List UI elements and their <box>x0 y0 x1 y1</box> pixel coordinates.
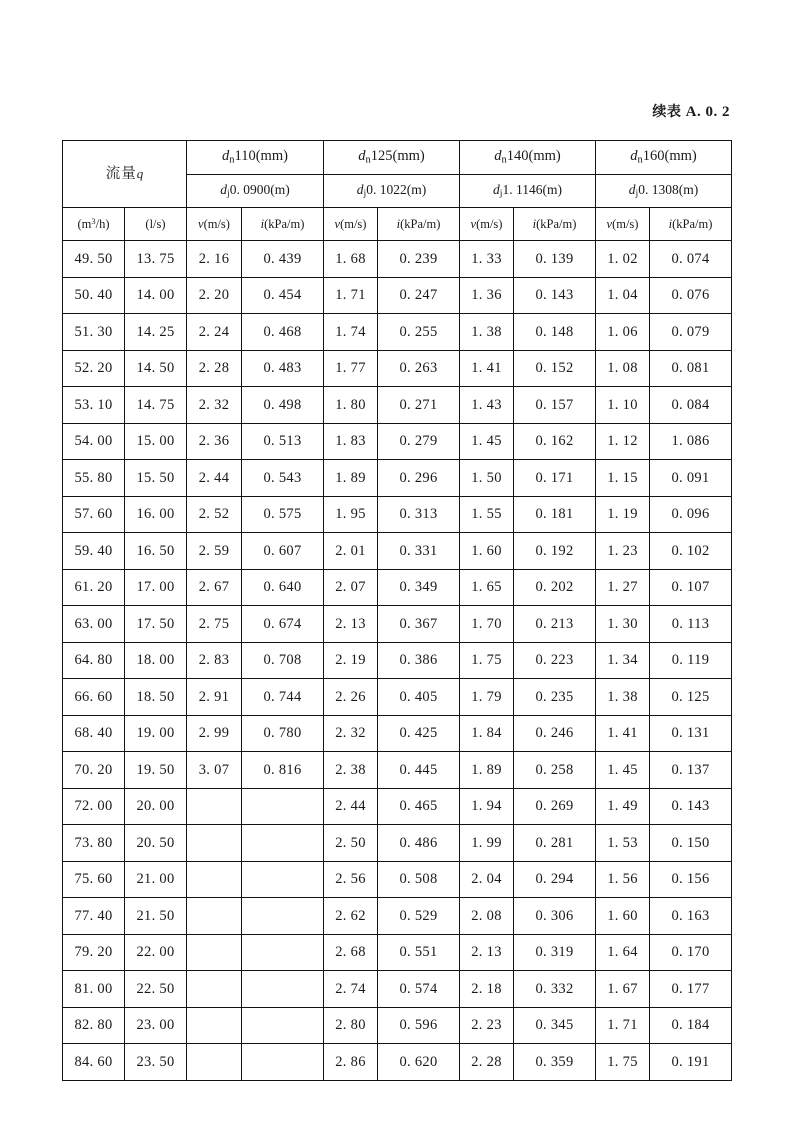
cell-v160: 1. 71 <box>596 1007 650 1044</box>
cell-i160: 0. 156 <box>650 861 732 898</box>
cell-v140: 1. 43 <box>460 387 514 424</box>
cell-i140: 0. 246 <box>514 715 596 752</box>
cell-i110: 0. 498 <box>242 387 324 424</box>
cell-i160: 0. 102 <box>650 533 732 570</box>
cell-v140: 1. 55 <box>460 496 514 533</box>
cell-i125: 0. 247 <box>378 277 460 314</box>
column-header-q-ls: (l/s) <box>125 208 187 241</box>
table-head <box>63 141 732 241</box>
table-row <box>63 606 732 643</box>
table-row <box>63 277 732 314</box>
cell-v110: 2. 36 <box>187 423 242 460</box>
cell-i140: 0. 223 <box>514 642 596 679</box>
cell-i125: 0. 551 <box>378 934 460 971</box>
cell-v125: 2. 50 <box>324 825 378 862</box>
cell-q_m3h: 82. 80 <box>63 1007 125 1044</box>
cell-v160: 1. 06 <box>596 314 650 351</box>
cell-v125: 2. 26 <box>324 679 378 716</box>
table-row <box>63 314 732 351</box>
cell-i125: 0. 445 <box>378 752 460 789</box>
table-row <box>63 825 732 862</box>
cell-v140: 1. 60 <box>460 533 514 570</box>
cell-q_ls: 14. 50 <box>125 350 187 387</box>
header-row-units <box>63 208 732 241</box>
cell-v125: 2. 62 <box>324 898 378 935</box>
cell-q_m3h: 75. 60 <box>63 861 125 898</box>
cell-q_ls: 16. 50 <box>125 533 187 570</box>
cell-v140: 1. 75 <box>460 642 514 679</box>
cell-i160: 0. 113 <box>650 606 732 643</box>
cell-v140: 1. 94 <box>460 788 514 825</box>
cell-i110 <box>242 1007 324 1044</box>
cell-i140: 0. 192 <box>514 533 596 570</box>
group-header-dn160: $d_n160(mm)$ <box>596 141 732 175</box>
cell-v110 <box>187 1007 242 1044</box>
cell-i160: 0. 107 <box>650 569 732 606</box>
cell-q_ls: 15. 50 <box>125 460 187 497</box>
cell-q_m3h: 72. 00 <box>63 788 125 825</box>
cell-q_ls: 22. 50 <box>125 971 187 1008</box>
cell-i110: 0. 640 <box>242 569 324 606</box>
cell-i125: 0. 465 <box>378 788 460 825</box>
cell-i160: 0. 163 <box>650 898 732 935</box>
cell-i140: 0. 139 <box>514 241 596 278</box>
cell-i140: 0. 269 <box>514 788 596 825</box>
cell-i110: 0. 439 <box>242 241 324 278</box>
column-header-i110: i(kPa/m) <box>242 208 324 241</box>
cell-v110 <box>187 1044 242 1081</box>
cell-q_m3h: 53. 10 <box>63 387 125 424</box>
cell-v160: 1. 02 <box>596 241 650 278</box>
cell-v110: 2. 20 <box>187 277 242 314</box>
cell-v125: 2. 07 <box>324 569 378 606</box>
cell-v140: 1. 89 <box>460 752 514 789</box>
cell-q_ls: 23. 50 <box>125 1044 187 1081</box>
cell-i140: 0. 143 <box>514 277 596 314</box>
cell-i125: 0. 596 <box>378 1007 460 1044</box>
cell-v110: 2. 83 <box>187 642 242 679</box>
cell-q_m3h: 49. 50 <box>63 241 125 278</box>
cell-q_ls: 20. 00 <box>125 788 187 825</box>
cell-v140: 2. 13 <box>460 934 514 971</box>
cell-v110: 2. 44 <box>187 460 242 497</box>
table-row <box>63 971 732 1008</box>
cell-i160: 0. 084 <box>650 387 732 424</box>
cell-i140: 0. 171 <box>514 460 596 497</box>
cell-v110: 2. 16 <box>187 241 242 278</box>
flow-rate-label: 流量q <box>63 141 187 208</box>
column-header-i160: i(kPa/m) <box>650 208 732 241</box>
cell-v110: 2. 75 <box>187 606 242 643</box>
cell-i125: 0. 425 <box>378 715 460 752</box>
cell-i125: 0. 331 <box>378 533 460 570</box>
cell-i140: 0. 162 <box>514 423 596 460</box>
cell-i125: 0. 620 <box>378 1044 460 1081</box>
cell-q_m3h: 64. 80 <box>63 642 125 679</box>
cell-v110: 2. 91 <box>187 679 242 716</box>
group-header-dj140: $d_j1$. 1146(m) <box>460 175 596 208</box>
table-row <box>63 898 732 935</box>
table-row <box>63 1007 732 1044</box>
cell-v125: 1. 74 <box>324 314 378 351</box>
cell-v125: 2. 19 <box>324 642 378 679</box>
header-row-dn <box>63 141 732 175</box>
cell-v125: 2. 56 <box>324 861 378 898</box>
cell-v160: 1. 19 <box>596 496 650 533</box>
cell-i160: 0. 091 <box>650 460 732 497</box>
cell-i125: 0. 279 <box>378 423 460 460</box>
cell-v110: 2. 59 <box>187 533 242 570</box>
table-row <box>63 861 732 898</box>
table-row <box>63 1044 732 1081</box>
cell-i160: 0. 076 <box>650 277 732 314</box>
cell-i140: 0. 213 <box>514 606 596 643</box>
cell-q_m3h: 84. 60 <box>63 1044 125 1081</box>
running-head <box>652 101 730 121</box>
cell-i140: 0. 235 <box>514 679 596 716</box>
cell-v140: 1. 99 <box>460 825 514 862</box>
cell-q_m3h: 73. 80 <box>63 825 125 862</box>
cell-v160: 1. 27 <box>596 569 650 606</box>
cell-i110: 0. 513 <box>242 423 324 460</box>
cell-q_m3h: 61. 20 <box>63 569 125 606</box>
cell-v140: 1. 45 <box>460 423 514 460</box>
table-row <box>63 788 732 825</box>
table-row <box>63 569 732 606</box>
cell-v160: 1. 23 <box>596 533 650 570</box>
cell-i125: 0. 574 <box>378 971 460 1008</box>
cell-i140: 0. 181 <box>514 496 596 533</box>
cell-i110: 0. 816 <box>242 752 324 789</box>
table-row <box>63 460 732 497</box>
cell-q_ls: 14. 25 <box>125 314 187 351</box>
table-row <box>63 496 732 533</box>
cell-i125: 0. 486 <box>378 825 460 862</box>
cell-v110 <box>187 898 242 935</box>
cell-i140: 0. 306 <box>514 898 596 935</box>
cell-v110: 2. 28 <box>187 350 242 387</box>
cell-q_ls: 15. 00 <box>125 423 187 460</box>
cell-i140: 0. 258 <box>514 752 596 789</box>
table-row <box>63 241 732 278</box>
cell-v125: 2. 86 <box>324 1044 378 1081</box>
cell-q_m3h: 57. 60 <box>63 496 125 533</box>
cell-i125: 0. 313 <box>378 496 460 533</box>
cell-v140: 1. 38 <box>460 314 514 351</box>
cell-i125: 0. 263 <box>378 350 460 387</box>
cell-v140: 2. 08 <box>460 898 514 935</box>
cell-v140: 2. 28 <box>460 1044 514 1081</box>
group-header-dn140: $d_n140(mm)$ <box>460 141 596 175</box>
cell-v125: 1. 71 <box>324 277 378 314</box>
cell-v110 <box>187 788 242 825</box>
cell-q_m3h: 66. 60 <box>63 679 125 716</box>
table-row <box>63 679 732 716</box>
cell-i125: 0. 405 <box>378 679 460 716</box>
group-header-dn110: $d_n110(mm)$ <box>187 141 324 175</box>
cell-i160: 0. 081 <box>650 350 732 387</box>
cell-i140: 0. 202 <box>514 569 596 606</box>
cell-v110 <box>187 934 242 971</box>
cell-v125: 2. 68 <box>324 934 378 971</box>
cell-i110: 0. 780 <box>242 715 324 752</box>
cell-i110: 0. 543 <box>242 460 324 497</box>
cell-v160: 1. 56 <box>596 861 650 898</box>
cell-i140: 0. 319 <box>514 934 596 971</box>
cell-v110: 2. 52 <box>187 496 242 533</box>
table-row <box>63 350 732 387</box>
cell-i160: 0. 074 <box>650 241 732 278</box>
cell-i140: 0. 281 <box>514 825 596 862</box>
cell-q_m3h: 50. 40 <box>63 277 125 314</box>
cell-i110 <box>242 898 324 935</box>
cell-q_m3h: 54. 00 <box>63 423 125 460</box>
cell-i125: 0. 529 <box>378 898 460 935</box>
cell-v160: 1. 60 <box>596 898 650 935</box>
cell-i110: 0. 607 <box>242 533 324 570</box>
cell-q_ls: 21. 50 <box>125 898 187 935</box>
cell-i140: 0. 152 <box>514 350 596 387</box>
cell-i125: 0. 271 <box>378 387 460 424</box>
cell-v140: 2. 18 <box>460 971 514 1008</box>
cell-i110 <box>242 825 324 862</box>
cell-v160: 1. 41 <box>596 715 650 752</box>
cell-q_m3h: 81. 00 <box>63 971 125 1008</box>
cell-q_ls: 18. 50 <box>125 679 187 716</box>
cell-q_m3h: 70. 20 <box>63 752 125 789</box>
cell-q_ls: 13. 75 <box>125 241 187 278</box>
cell-q_ls: 17. 50 <box>125 606 187 643</box>
cell-i110: 0. 483 <box>242 350 324 387</box>
table-row <box>63 533 732 570</box>
cell-v160: 1. 08 <box>596 350 650 387</box>
cell-v160: 1. 10 <box>596 387 650 424</box>
cell-i125: 0. 367 <box>378 606 460 643</box>
cell-q_m3h: 51. 30 <box>63 314 125 351</box>
cell-v110: 2. 32 <box>187 387 242 424</box>
cell-v125: 2. 38 <box>324 752 378 789</box>
cell-i160: 0. 150 <box>650 825 732 862</box>
cell-i160: 1. 086 <box>650 423 732 460</box>
cell-i110 <box>242 971 324 1008</box>
cell-q_ls: 23. 00 <box>125 1007 187 1044</box>
cell-i125: 0. 296 <box>378 460 460 497</box>
cell-q_ls: 17. 00 <box>125 569 187 606</box>
group-header-dj160: $d_j0$. 1308(m) <box>596 175 732 208</box>
cell-v140: 1. 36 <box>460 277 514 314</box>
cell-v125: 2. 74 <box>324 971 378 1008</box>
cell-i160: 0. 096 <box>650 496 732 533</box>
table-row <box>63 934 732 971</box>
cell-v160: 1. 64 <box>596 934 650 971</box>
cell-q_ls: 20. 50 <box>125 825 187 862</box>
cell-q_ls: 14. 75 <box>125 387 187 424</box>
cell-v125: 1. 77 <box>324 350 378 387</box>
cell-q_m3h: 79. 20 <box>63 934 125 971</box>
cell-v125: 1. 68 <box>324 241 378 278</box>
cell-i160: 0. 191 <box>650 1044 732 1081</box>
cell-i110: 0. 454 <box>242 277 324 314</box>
cell-v125: 1. 95 <box>324 496 378 533</box>
cell-i110: 0. 468 <box>242 314 324 351</box>
cell-i140: 0. 332 <box>514 971 596 1008</box>
cell-v110: 2. 67 <box>187 569 242 606</box>
cell-q_m3h: 55. 80 <box>63 460 125 497</box>
cell-i125: 0. 386 <box>378 642 460 679</box>
cell-i110 <box>242 934 324 971</box>
cell-q_m3h: 68. 40 <box>63 715 125 752</box>
table-row <box>63 423 732 460</box>
cell-i125: 0. 255 <box>378 314 460 351</box>
cell-v160: 1. 30 <box>596 606 650 643</box>
cell-v125: 2. 32 <box>324 715 378 752</box>
cell-v140: 1. 70 <box>460 606 514 643</box>
cell-i160: 0. 137 <box>650 752 732 789</box>
column-header-v125: v(m/s) <box>324 208 378 241</box>
cell-v160: 1. 38 <box>596 679 650 716</box>
group-header-dj125: $d_j0$. 1022(m) <box>324 175 460 208</box>
cell-v160: 1. 04 <box>596 277 650 314</box>
table-row <box>63 387 732 424</box>
cell-v125: 2. 44 <box>324 788 378 825</box>
cell-i160: 0. 131 <box>650 715 732 752</box>
cell-i140: 0. 359 <box>514 1044 596 1081</box>
cell-v140: 2. 04 <box>460 861 514 898</box>
cell-q_ls: 22. 00 <box>125 934 187 971</box>
cell-i160: 0. 143 <box>650 788 732 825</box>
cell-v160: 1. 34 <box>596 642 650 679</box>
cell-q_m3h: 52. 20 <box>63 350 125 387</box>
cell-v110 <box>187 825 242 862</box>
cell-v160: 1. 12 <box>596 423 650 460</box>
cell-v110 <box>187 971 242 1008</box>
table-row <box>63 715 732 752</box>
column-header-v140: v(m/s) <box>460 208 514 241</box>
cell-v160: 1. 15 <box>596 460 650 497</box>
cell-v110 <box>187 861 242 898</box>
cell-v160: 1. 45 <box>596 752 650 789</box>
cell-v125: 2. 01 <box>324 533 378 570</box>
flow-rate-symbol: q <box>136 165 144 181</box>
cell-i110: 0. 708 <box>242 642 324 679</box>
cell-i110 <box>242 1044 324 1081</box>
cell-i110: 0. 674 <box>242 606 324 643</box>
group-header-dj110: $d_j0$. 0900(m) <box>187 175 324 208</box>
cell-q_ls: 19. 50 <box>125 752 187 789</box>
table-body <box>63 241 732 1081</box>
cell-i160: 0. 170 <box>650 934 732 971</box>
table-row <box>63 642 732 679</box>
cell-v160: 1. 53 <box>596 825 650 862</box>
flow-table-container <box>62 140 713 1081</box>
cell-i140: 0. 294 <box>514 861 596 898</box>
cell-i140: 0. 157 <box>514 387 596 424</box>
cell-i160: 0. 125 <box>650 679 732 716</box>
column-header-q-m3h: $(m^3/h)$ <box>63 208 125 241</box>
column-header-v110: v(m/s) <box>187 208 242 241</box>
group-header-dn125: $d_n125(mm)$ <box>324 141 460 175</box>
cell-i110 <box>242 788 324 825</box>
cell-i160: 0. 177 <box>650 971 732 1008</box>
cell-v140: 1. 50 <box>460 460 514 497</box>
cell-i160: 0. 184 <box>650 1007 732 1044</box>
column-header-i125: i(kPa/m) <box>378 208 460 241</box>
cell-i110 <box>242 861 324 898</box>
cell-q_m3h: 59. 40 <box>63 533 125 570</box>
cell-v160: 1. 67 <box>596 971 650 1008</box>
cell-v125: 2. 13 <box>324 606 378 643</box>
cell-v125: 2. 80 <box>324 1007 378 1044</box>
cell-q_ls: 14. 00 <box>125 277 187 314</box>
cell-v110: 2. 24 <box>187 314 242 351</box>
cell-v140: 1. 41 <box>460 350 514 387</box>
cell-v125: 1. 89 <box>324 460 378 497</box>
cell-q_m3h: 77. 40 <box>63 898 125 935</box>
running-head-prefix: 续表 <box>652 104 682 120</box>
cell-i125: 0. 239 <box>378 241 460 278</box>
column-header-i140: i(kPa/m) <box>514 208 596 241</box>
cell-v160: 1. 75 <box>596 1044 650 1081</box>
cell-i125: 0. 508 <box>378 861 460 898</box>
cell-v110: 2. 99 <box>187 715 242 752</box>
cell-i140: 0. 148 <box>514 314 596 351</box>
cell-i125: 0. 349 <box>378 569 460 606</box>
cell-i160: 0. 119 <box>650 642 732 679</box>
table-row <box>63 752 732 789</box>
cell-v160: 1. 49 <box>596 788 650 825</box>
running-head-label: A. 0. 2 <box>685 104 730 120</box>
cell-v125: 1. 83 <box>324 423 378 460</box>
column-header-v160: v(m/s) <box>596 208 650 241</box>
cell-i110: 0. 744 <box>242 679 324 716</box>
cell-q_ls: 21. 00 <box>125 861 187 898</box>
cell-v140: 1. 65 <box>460 569 514 606</box>
cell-i140: 0. 345 <box>514 1007 596 1044</box>
cell-v140: 1. 33 <box>460 241 514 278</box>
cell-q_m3h: 63. 00 <box>63 606 125 643</box>
cell-v110: 3. 07 <box>187 752 242 789</box>
flow-rate-table <box>62 140 732 1081</box>
cell-i110: 0. 575 <box>242 496 324 533</box>
cell-v140: 1. 84 <box>460 715 514 752</box>
cell-q_ls: 16. 00 <box>125 496 187 533</box>
cell-q_ls: 18. 00 <box>125 642 187 679</box>
cell-i160: 0. 079 <box>650 314 732 351</box>
cell-v140: 1. 79 <box>460 679 514 716</box>
cell-v140: 2. 23 <box>460 1007 514 1044</box>
cell-q_ls: 19. 00 <box>125 715 187 752</box>
cell-v125: 1. 80 <box>324 387 378 424</box>
